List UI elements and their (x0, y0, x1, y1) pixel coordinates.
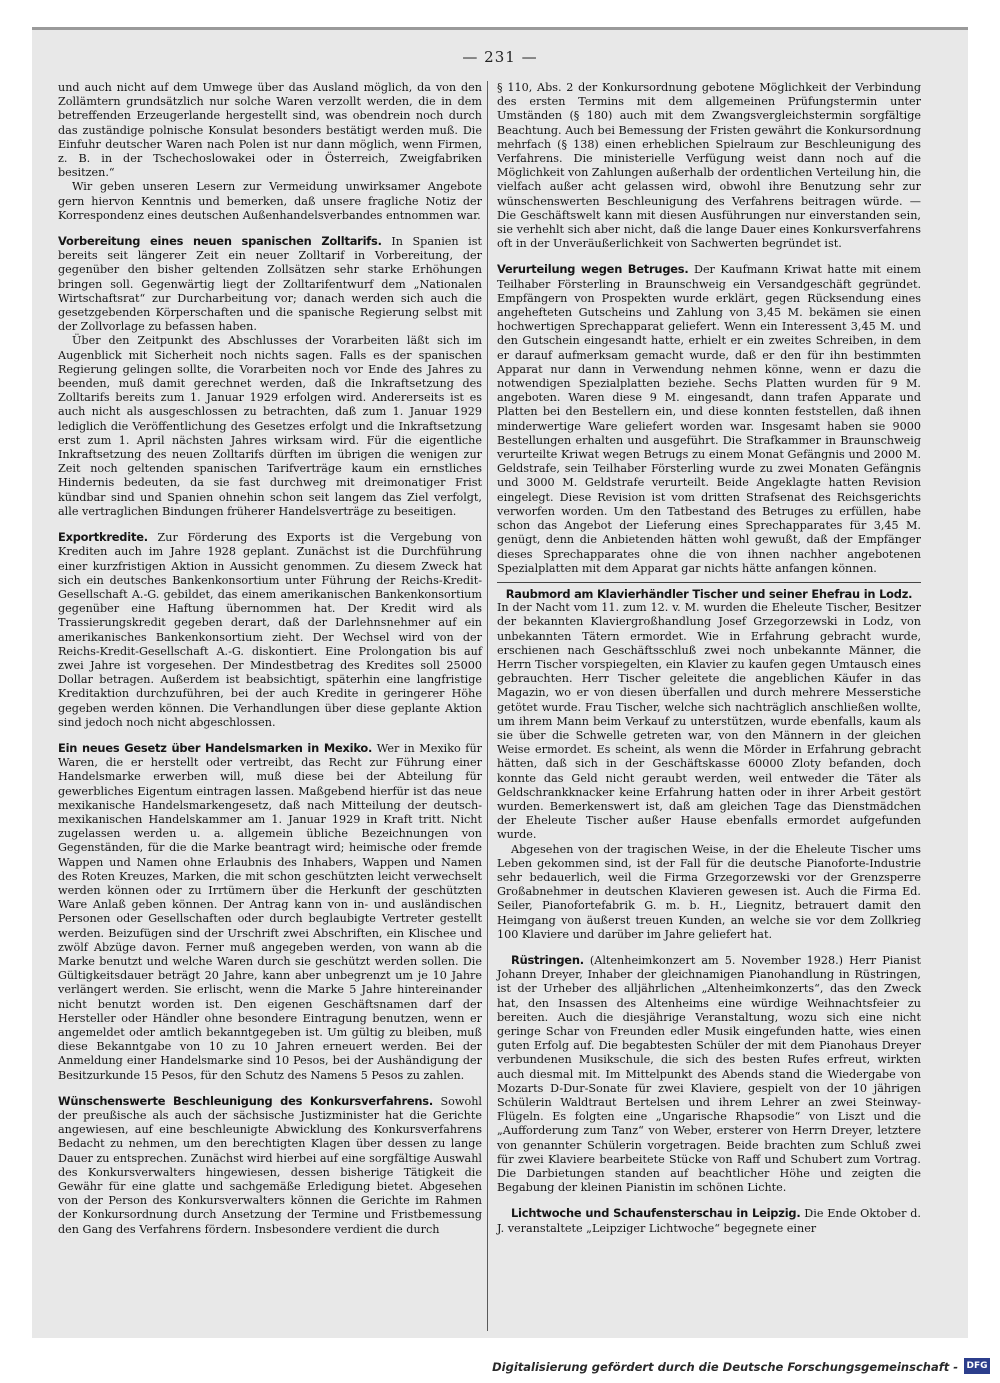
paragraph: § 110, Abs. 2 der Konkursordnung gebotene Möglichkeit der Verbindung des ersten Termins mit dem allgemeinen Prüfungstermin unter Umständen (§ 180) auch mit dem Zwangsvergleichstermin sorgfältige Beachtung. Auch bei Bemessung der Fristen gewährt die Konkursordnung mehrfach (§ 138) einen erheblichen Spielraum zur Beschleunigung des Verfahrens. Die ministerielle Verfügung weist dann noch auf die Möglichkeit von Zahlungen außerhalb der ordentlichen Verteilung hin, die vielfach außer acht gelassen wird, obwohl ihre Benutzung sehr zur wünschenswerten Beschleunigung des Verfahrens beitragen würde. — Die Geschäftswelt kann mit diesen Ausführungen nur einverstanden sein, sie verhehlt sich aber nicht, daß die lange Dauer eines Konkursverfahrens oft in der Unveräußerlichkeit von Sachwerten begründet ist. (497, 81, 921, 251)
article-leipzig-light-week (497, 1206, 921, 1235)
article-ruestringen (497, 953, 921, 1195)
paragraph: Über den Zeitpunkt des Abschlusses der Vorarbeiten läßt sich im Augenblick mit Sicherheit noch nichts sagen. Falls es der spanischen Regierung gelingen sollte, die Vorarbeiten noch vor Ende des Jahres zu beenden, muß damit gerechnet werden, daß die Inkraftsetzung des Zolltarifs bereits zum 1. Januar 1929 erfolgen wird. Andererseits ist es auch nicht als ausgeschlossen zu betrachten, daß zum 1. Januar 1929 lediglich die Veröffentlichung des Gesetzes erfolgt und die Inkraftsetzung erst zum 1. April nächsten Jahres wirksam wird. Für die eigentliche Inkraftsetzung des neuen Zolltarifs dürften im übrigen die wenigen zur Zeit noch geltenden spanischen Tarifverträge kaum ein ernstliches Hindernis bedeuten, da sie fast durchweg mit dreimonatiger Frist kündbar sind und Spanien ohnehin schon seit langem das Ziel verfolgt, alle vertraglichen Bindungen früherer Handelsverträge zu beseitigen. (58, 334, 482, 518)
scanned-page (32, 27, 968, 1338)
article-text: (Altenheimkonzert am 5. November 1928.) Herr Pianist Johann Dreyer, Inhaber der gleichnamigen Pianohandlung in Rüstringen, ist der Urheber des alljährlichen „Altenheimkonzerts“, das den Zweck hat, den Insassen des Altenheims eine würdige Weihnachtsfeier zu bereiten. Auch die diesjährige Veranstaltung, wozu sich eine nicht geringe Schar von Freunden edler Musik eingefunden hatte, wies einen guten Erfolg auf. Die begabtesten Schüler der mit dem Pianohaus Dreyer verbundenen Musikschule, die sich des besten Rufes erfreut, wirkten auch diesmal mit. Im Mittelpunkt des Abends stand die Wiedergabe von Mozarts D-Dur-Sonate für zwei Klaviere, gespielt von der 10 jährigen Schülerin Waldtraut Bertelsen und ihrem Lehrer an zwei Steinway-Flügeln. Es folgten eine „Ungarische Rhapsodie“ von Liszt und die „Aufforderung zum Tanz“ von Weber, ersterer von Herrn Dreyer, letztere von genannter Schülerin vorgetragen. Beide brachten zum Schluß zwei für zwei Klaviere bearbeitete Stücke von Raff und Schubert zum Vortrag. Die Darbietungen standen auf beachtlicher Höhe und zeigten die Begabung der kleinen Pianistin im schönen Lichte. (497, 953, 921, 1195)
footer (0, 1357, 1000, 1379)
funding-notice: Digitalisierung gefördert durch die Deutsche Forschungsgemeinschaft - (492, 1360, 958, 1374)
article-text: Sowohl der preußische als auch der sächsische Justizminister hat die Gerichte angewiesen, auf eine beschleunigte Abwicklung des Konkursverfahrens Bedacht zu nehmen, um den berechtigten Klagen über dessen zu lange Dauer zu entsprechen. Zunächst wird hierbei auf eine sorgfältige Auswahl des Konkursverwalters hingewiesen, dessen bisherige Tätigkeit die Gewähr für eine glatte und sachgemäße Erledigung bietet. Abgesehen von der Person des Konkursverwalters können die Gerichte im Rahmen der Konkursordnung durch Ansetzung der Termine und Fristbemessung den Gang des Verfahrens fördern. Insbesondere verdient die durch (58, 1094, 483, 1236)
article-heading: Vorbereitung eines neuen spanischen Zolltarifs. (58, 234, 382, 249)
article-heading: Ein neues Gesetz über Handelsmarken in Mexiko. (58, 740, 373, 755)
paragraph: und auch nicht auf dem Umwege über das Ausland möglich, da von den Zollämtern grundsätzlich nur solche Waren verzollt werden, die in dem betreffenden Erzeugerlande hergestellt sind, was obendrein noch durch das zuständige polnische Konsulat besonders bestätigt werden muß. Die Einfuhr deutscher Waren nach Polen ist nur dann möglich, wenn Firmen, z. B. in der Tschechoslowakei oder in Österreich, Zweigfabriken besitzen.“ (58, 81, 482, 180)
article-spanish-tariff (58, 234, 482, 334)
page-number: — 231 — (462, 48, 538, 66)
article-heading: Lichtwoche und Schaufensterschau in Leipzig. (511, 1206, 801, 1221)
article-text: Die Ende Oktober d. J. veranstaltete „Leipziger Lichtwoche“ begegnete einer (497, 1207, 921, 1235)
article-text: Wer in Mexiko für Waren, die er herstellt oder vertreibt, das Recht zur Führung einer Handelsmarke erwerben will, muß diese bei der Abteilung für gewerbliches Eigentum eintragen lassen. Maßgebend hierfür ist das neue mexikanische Handelsmarkengesetz, daß nach Mitteilung der deutsch-mexikanischen Handelskammer am 1. Januar 1929 in Kraft tritt. Nicht zugelassen werden u. a. allgemein übliche Bezeichnungen von Gegenständen, für die die Marke beantragt wird; heimische oder fremde Wappen und Namen ohne Erlaubnis des Inhabers, Wappen und Namen des Roten Kreuzes, Marken, die mit schon geschützten leicht verwechselt werden können oder zu Irrtümern über die Herkunft der geschützten Ware Anlaß geben können. Der Antrag kann von in- und ausländischen Personen oder Gesellschaften oder durch beglaubigte Vertreter gestellt werden. Beizufügen sind der Urschrift zwei Abschriften, ein Klischee und zwölf Abzüge davon. Ferner muß angegeben werden, von wann ab die Marke benutzt und welche Waren durch sie geschützt werden sollen. Die Gültigkeitsdauer beträgt 20 Jahre, kann aber unbegrenzt um je 10 Jahre verlängert werden. Sie erlischt, wenn die Marke 5 Jahre hintereinander nicht benutzt worden ist. Den eigenen Geschäftsnamen darf der Hersteller oder Händler ohne besondere Eintragung benutzen, wenn er angemeldet oder amtlich bekanntgegeben ist. Um gültig zu bleiben, muß diese Bekanntgabe von 10 zu 10 Jahren erneuert werden. Bei der Anmeldung einer Handelsmarke sind 10 Pesos, bei der Aushändigung der Besitzurkunde 15 Pesos, für den Schutz des Namens 5 Pesos zu zahlen. (58, 741, 482, 1082)
article-bankruptcy (58, 1094, 482, 1237)
article-fraud-conviction (497, 262, 921, 575)
article-text: In Spanien ist bereits seit längerer Zeit ein neuer Zolltarif in Vorbereitung, der gegenüber den bisher geltenden Zollsätzen sehr starke Erhöhungen bringen soll. Gegenwärtig liegt der Zolltarifentwurf dem „Nationalen Wirtschaftsrat“ zur Durcharbeitung vor; danach werden sich auch die gesetzgebenden Körperschaften und die spanische Regierung selbst mit der Zollvorlage zu befassen haben. (58, 235, 482, 334)
article-heading: Rüstringen. (511, 952, 584, 967)
paragraph: Abgesehen von der tragischen Weise, in der die Eheleute Tischer ums Leben gekommen sind, ist der Fall für die deutsche Pianoforte-Industrie sehr bedauerlich, weil die Firma Grzegorzewski vor der Grenzsperre Großabnehmer in deutschen Klavieren gewesen ist. Auch die Firma Ed. Seiler, Pianofortefabrik G. m. b. H., Liegnitz, betrauert damit den Heimgang von äußerst treuen Kunden, an welche sie vor dem Zollkrieg 100 Klaviere und darüber im Jahre geliefert hat. (497, 842, 921, 941)
article-export-credits (58, 530, 482, 730)
right-column (497, 81, 921, 1236)
article-heading: Exportkredite. (58, 530, 148, 545)
article-mexico-trademarks (58, 741, 482, 1083)
article-heading: Verurteilung wegen Betruges. (497, 262, 689, 277)
article-heading: Wünschenswerte Beschleunigung des Konkursverfahrens. (58, 1093, 434, 1108)
article-text: In der Nacht vom 11. zum 12. v. M. wurden die Eheleute Tischer, Besitzer der bekannten Klaviergroßhandlung Josef Grzegorzewski in Lodz, von unbekannten Tätern ermordet. Wie in Erfahrung gebracht wurde, erschienen nach Geschäftsschluß zwei noch unbekannte Männer, die Herrn Tischer vorspiegelten, ein Klavier zu kaufen gegen Umtausch eines gebrauchten. Herr Tischer geleitete die angeblichen Käufer in das Magazin, wo er von diesen überfallen und durch mehrere Messerstiche getötet wurde. Frau Tischer, welche sich nachträglich anschließen wollte, um ihrem Mann beim Verkauf zu unterstützen, wurde ebenfalls, kaum als sie über die Schwelle getreten war, von den Männern in der gleichen Weise ermordet. Es scheint, als wenn die Mörder in Erfahrung gebracht hätten, daß sich in der Geschäftskasse 60000 Zloty befanden, doch konnte das Geld nicht geraubt werden, weil entweder die Täter als Geldschrankknacker keine Erfahrung hatten oder in ihrer Arbeit gestört wurden. Bemerkenswert ist, daß am gleichen Tage das Dienstmädchen der Eheleute Tischer außer Hause ebenfalls ermordet aufgefunden wurde. (497, 601, 921, 842)
dfg-logo: DFG (964, 1358, 990, 1374)
article-heading: Raubmord am Klavierhändler Tischer und seiner Ehefrau in Lodz. (505, 586, 913, 601)
paragraph: Wir geben unseren Lesern zur Vermeidung unwirksamer Angebote gern hiervon Kenntnis und bemerken, daß unsere fragliche Notiz der Korrespondenz eines deutschen Außenhandelsverbandes entnommen war. (58, 180, 482, 222)
column-divider (487, 81, 488, 1331)
left-column (58, 81, 482, 1237)
page-top-edge (32, 27, 968, 30)
section-rule (497, 582, 921, 583)
article-text: Zur Förderung des Exports ist die Vergebung von Krediten auch im Jahre 1928 geplant. Zunächst ist die Durchführung einer kurzfristigen Aktion in Aussicht genommen. Zu diesem Zweck hat sich ein deutsches Bankenkonsortium unter Führung der Reichs-Kredit-Gesellschaft A.-G. gebildet, das einem amerikanischen Bankenkonsortium gegenüber eine Haftung übernommen hat. Der Kredit wird als Trassierungskredit gegeben derart, daß der Darlehnsnehmer auf ein amerikanisches Bankenkonsortium zieht. Der Wechsel wird von der Reichs-Kredit-Gesellschaft A.-G. diskontiert. Eine Prolongation bis auf zwei Jahre ist vorgesehen. Der Mindestbetrag des Kredites soll 25000 Dollar betragen. Außerdem ist beabsichtigt, späterhin eine langfristige Kreditaktion durchzuführen, bei der auch Kredite in geringerer Höhe gegeben werden können. Die Verhandlungen über diese geplante Aktion sind jedoch noch nicht abgeschlossen. (58, 531, 483, 729)
article-text: Der Kaufmann Kriwat hatte mit einem Teilhaber Försterling in Braunschweig ein Versandgeschäft gegründet. Empfängern von Prospekten wurde erklärt, gegen Rücksendung eines angehefteten Gutscheins und Zahlung von 3,45 M. bekämen sie einen hochwertigen Sprechapparat geliefert. Wenn ein Interessent 3,45 M. und den Gutschein eingesandt hatte, erhielt er ein zweites Schreiben, in dem er darauf aufmerksam gemacht wurde, daß er den für ihn bestimmten Apparat nur dann in Verwendung nehmen könne, wenn er dazu die notwendigen Spezialplatten beziehe. Sechs Platten wurden für 9 M. angeboten. Waren diese 9 M. eingesandt, dann trafen Apparate und Platten bei den Bestellern ein, und diese konnten feststellen, daß ihnen minderwertige Ware geliefert worden war. Insgesamt haben sie 9000 Bestellungen erhalten und ausgeführt. Die Strafkammer in Braunschweig verurteilte Kriwat wegen Betrugs zu einem Monat Gefängnis und 2000 M. Geldstrafe, sein Teilhaber Försterling wurde zu zwei Monaten Gefängnis und 3000 M. Geldstrafe verurteilt. Beide Angeklagte hatten Revision eingelegt. Diese Revision ist vom dritten Strafsenat des Reichsgerichts verworfen worden. Um den Tatbestand des Betruges zu erfüllen, habe schon das Angebot der Lieferung eines Sprechapparates für 3,45 M. genügt, denn die Anbietenden hätten wohl gewußt, daß der Empfänger dieses Sprechapparates ohne die von ihnen nachher angebotenen Spezialplatten mit dem Apparat gar nichts hätte anfangen können. (497, 263, 921, 575)
